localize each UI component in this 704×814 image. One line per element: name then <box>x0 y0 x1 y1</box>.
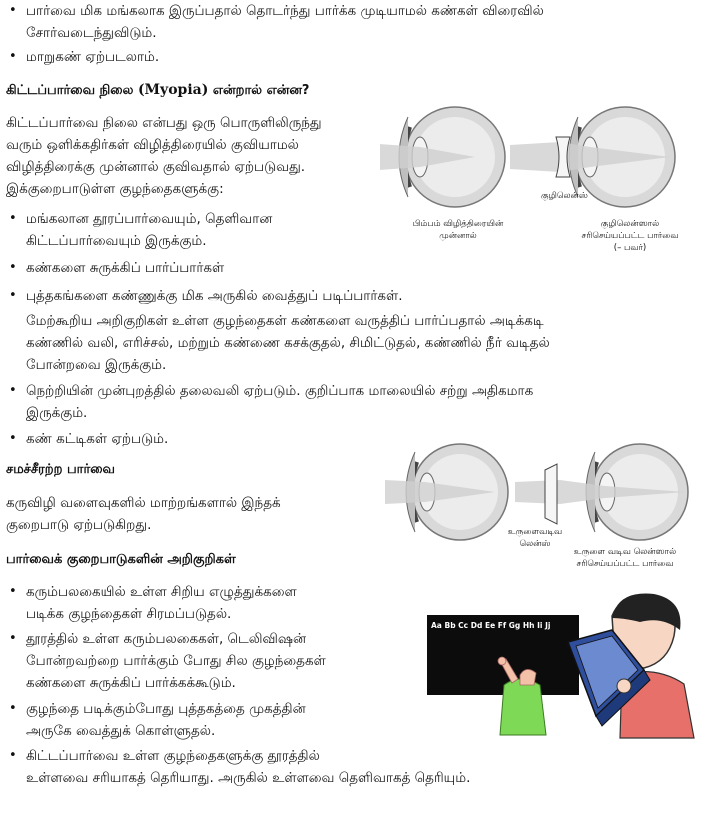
bullet-line: • கரும்பலகையில் உள்ள சிறிய எழுத்துக்களை <box>26 584 297 600</box>
bullet-line: கிட்டப்பார்வையும் இருக்கும். <box>26 233 207 249</box>
paragraph-line: கிட்டப்பார்வை நிலை என்பது ஒரு பொருளிலிருந்து <box>6 115 322 131</box>
lens-label: உருளைவடிவ லென்ஸ் <box>507 527 563 549</box>
bullet-line: உள்ளவை சரியாகத் தெரியாது. அருகில் உள்ளவை தெளிவாகத் தெரியும். <box>26 770 471 786</box>
heading-end: என்றால் என்ன? <box>208 83 310 98</box>
figure-caption: உருளை வடிவ லென்ஸால் சரிசெய்யப்பட்ட பார்வை <box>573 547 677 569</box>
paragraph-line: இக்குறைபாடுள்ள குழந்தைகளுக்கு: <box>6 181 224 197</box>
child-reading-illustration <box>562 588 702 743</box>
list-item <box>2 628 326 694</box>
bullet-line: சோர்வடைந்துவிடும். <box>26 25 157 41</box>
bullet-line: • புத்தகங்களை கண்ணுக்கு மிக அருகில் வைத்துப் படிப்பார்கள். <box>26 288 403 304</box>
list-item <box>2 745 470 789</box>
cylindrical-lens-icon <box>545 464 557 524</box>
bullet-line: கண்களை சுருக்கிப் பார்க்கக்கூடும். <box>26 675 236 691</box>
paragraph-line: வரும் ஒளிக்கதிர்கள் விழித்திரையில் குவியாமல் <box>6 137 299 153</box>
paragraph-line: மேற்கூறிய அறிகுறிகள் உள்ள குழந்தைகள் கண்களை வருத்திப் பார்ப்பதால் அடிக்கடி <box>26 313 544 329</box>
bullet-line: • மாறுகண் ஏற்படலாம். <box>26 49 160 65</box>
list-item <box>2 285 403 307</box>
paragraph-line: கருவிழி வளைவுகளில் மாற்றங்களால் இந்தக் <box>6 495 281 511</box>
bullet-line: • கிட்டப்பார்வை உள்ள குழந்தைகளுக்கு தூரத்தில் <box>26 748 320 764</box>
figure-caption-right: குழிலென்ஸால் சரிசெய்யப்பட்ட பார்வை (– பவர்) <box>581 219 679 253</box>
paragraph-line: போன்றவை இருக்கும். <box>26 357 167 373</box>
section-heading-symptoms: பார்வைக் குறைபாடுகளின் அறிகுறிகள் <box>6 552 236 567</box>
myopia-eye-diagram <box>380 102 700 212</box>
list-item <box>2 46 159 68</box>
bullet-line: • கண்களை சுருக்கிப் பார்ப்பார்கள் <box>26 260 225 276</box>
heading-tamil: கிட்டப்பார்வை நிலை <box>6 83 138 98</box>
figure-caption-left: பிம்பம் விழித்திரையின் முன்னால் <box>412 219 504 241</box>
list-item <box>2 428 168 450</box>
section-heading-myopia <box>6 80 309 101</box>
paragraph-line: கண்ணில் வலி, எரிச்சல், மற்றும் கண்ணை கசக்குதல், சிமிட்டுதல், கண்ணில் நீர் வடிதல் <box>26 335 550 351</box>
list-item <box>2 581 297 625</box>
list-item <box>2 257 224 279</box>
list-item <box>2 698 306 742</box>
myopia-symptoms-paragraph <box>26 310 550 376</box>
section-heading-astigmatism: சமச்சீரற்ற பார்வை <box>6 462 115 477</box>
list-item <box>2 380 533 424</box>
list-item <box>2 208 272 252</box>
bullet-line: • பார்வை மிக மங்கலாக இருப்பதால் தொடர்ந்து பார்க்க முடியாமல் கண்கள் விரைவில் <box>26 3 544 19</box>
paragraph-line: குறைபாடு ஏற்படுகிறது. <box>6 517 152 533</box>
blackboard-text: Aa Bb Cc Dd Ee Ff Gg Hh Ii Jj <box>431 621 551 630</box>
myopia-paragraph <box>6 112 322 200</box>
teacher-illustration <box>490 655 570 740</box>
bullet-line: • நெற்றியின் முன்புறத்தில் தலைவலி ஏற்படும். குறிப்பாக மாலையில் சற்று அதிகமாக <box>26 383 534 399</box>
bullet-line: • தூரத்தில் உள்ள கரும்பலகைகள், டெலிவிஷன் <box>26 631 307 647</box>
lens-label: குழிலென்ஸ் <box>541 191 588 201</box>
bullet-line: இருக்கும். <box>26 405 88 421</box>
bullet-line: படிக்க குழந்தைகள் சிரமப்படுதல். <box>26 606 232 622</box>
bullet-line: போன்றவற்றை பார்க்கும் போது சில குழந்தைகள் <box>26 653 326 669</box>
paragraph-line: விழித்திரைக்கு முன்னால் குவிவதால் ஏற்படுவது. <box>6 159 306 175</box>
bullet-line: • குழந்தை படிக்கும்போது புத்தகத்தை முகத்தின் <box>26 701 306 717</box>
bullet-line: • கண் கட்டிகள் ஏற்படும். <box>26 431 169 447</box>
bullet-line: • மங்கலான தூரப்பார்வையும், தெளிவான <box>26 211 273 227</box>
bullet-line: அருகே வைத்துக் கொள்ளுதல். <box>26 723 216 739</box>
heading-latin: (Myopia) <box>137 82 209 98</box>
list-item <box>2 0 544 44</box>
astigmatism-paragraph <box>6 492 281 536</box>
